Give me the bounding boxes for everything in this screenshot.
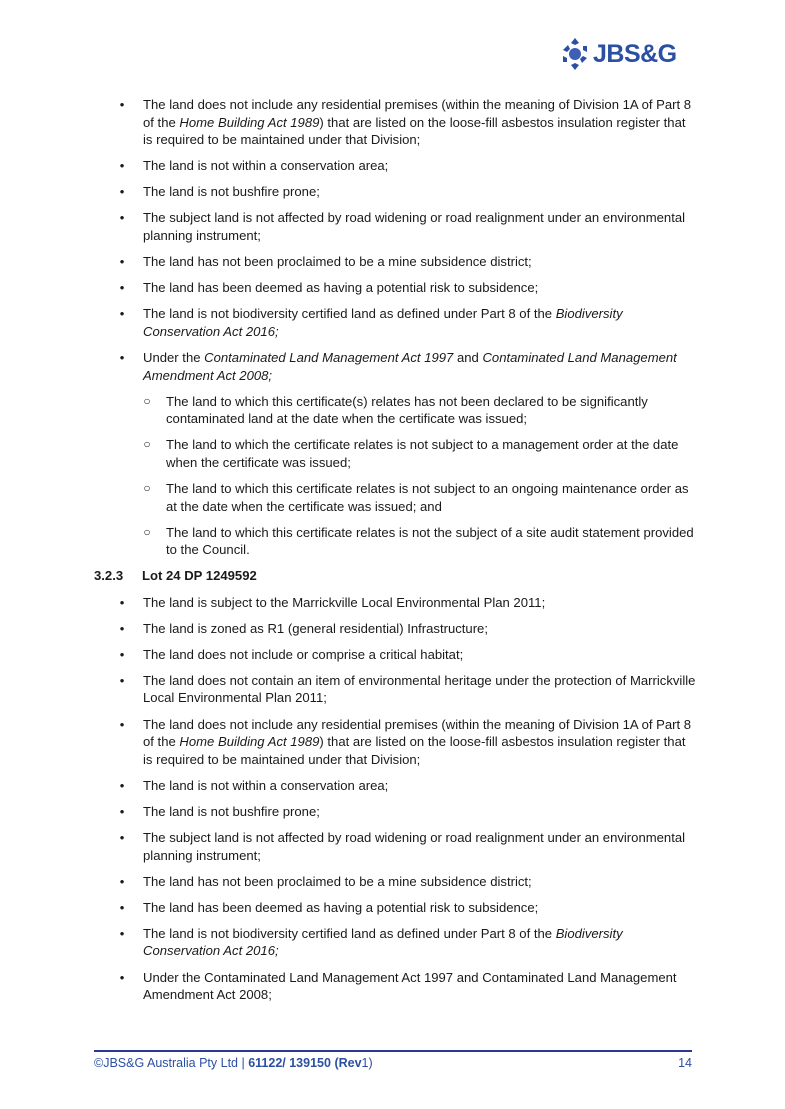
bullet-item: • The land is not biodiversity certified land as defined under Part 8 of the Biodiversity Conservation Act 2016; <box>143 925 698 960</box>
bullet-icon: • <box>119 803 125 819</box>
bullet-item: • The land has been deemed as having a potential risk to subsidence; <box>143 899 698 917</box>
bullet-icon: • <box>119 672 125 688</box>
logo-text: JBS&G <box>593 39 677 68</box>
bullet-icon: • <box>119 210 125 226</box>
section-heading <box>94 567 785 585</box>
circle-bullet-icon: ○ <box>143 524 151 539</box>
bullet-item: • The land is not biodiversity certified land as defined under Part 8 of the Biodiversity Conservation Act 2016; <box>143 305 698 340</box>
bullet-icon: • <box>119 830 125 845</box>
bullet-icon: • <box>119 97 125 112</box>
bullet-icon: • <box>119 969 125 985</box>
footer-left <box>94 1056 373 1070</box>
bullet-icon: • <box>119 925 125 941</box>
bullet-icon: • <box>119 873 125 889</box>
bullet-item: • The land is zoned as R1 (general residential) Infrastructure; <box>143 620 698 638</box>
footer-rev-num: 1) <box>361 1056 373 1070</box>
bullet-icon: • <box>119 280 125 296</box>
bullet-item: • Under the Contaminated Land Management Act 1997 and Contaminated Land Management Amendment Act 2008; <box>143 349 698 384</box>
bullet-icon: • <box>119 777 125 793</box>
header-logo <box>560 36 677 72</box>
sub-bullet-item: ○ The land to which this certificate relates is not subject to an ongoing maintenance order as at the date when the certificate was issued; and <box>166 480 698 515</box>
bullet-icon: • <box>119 716 125 732</box>
bullet-item: • The land is not bushfire prone; <box>143 803 698 821</box>
bullet-item: • Under the Contaminated Land Management Act 1997 and Contaminated Land Management Amendment Act 2008; <box>143 969 698 1004</box>
footer-ref: 61122/ 139150 <box>248 1056 331 1070</box>
bullet-item: • The land does not include or comprise a critical habitat; <box>143 646 698 664</box>
circle-bullet-icon: ○ <box>143 393 151 408</box>
footer-rev-label: (Rev <box>334 1056 362 1070</box>
bullet-icon: • <box>119 184 125 200</box>
bullet-item: • The land is not bushfire prone; <box>143 183 698 201</box>
footer-divider <box>94 1050 692 1052</box>
circle-bullet-icon: ○ <box>143 481 151 496</box>
bullet-icon: • <box>119 306 125 322</box>
footer-separator: | <box>241 1056 245 1070</box>
bullet-item: • The land has not been proclaimed to be a mine subsidence district; <box>143 873 698 891</box>
sub-bullet-item: ○ The land to which this certificate(s) relates has not been declared to be significantly contaminated land at the date when the certificate was issued; <box>166 393 698 428</box>
page-footer <box>94 1056 692 1070</box>
circle-bullet-icon: ○ <box>143 437 151 452</box>
footer-copyright: ©JBS&G Australia Pty Ltd <box>94 1056 238 1070</box>
bullet-icon: • <box>119 899 125 915</box>
bullet-item: • The subject land is not affected by road widening or road realignment under an environmental planning instrument; <box>143 829 698 864</box>
bullet-icon: • <box>119 350 125 366</box>
document-body <box>0 96 785 1012</box>
section-title: Lot 24 DP 1249592 <box>142 568 257 584</box>
bullet-item: • The land has been deemed as having a potential risk to subsidence; <box>143 279 698 297</box>
bullet-item: • The land does not include any residential premises (within the meaning of Division 1A of Part 8 of the Home Building Act 1989) that are listed on the loose-fill asbestos insulation register that is required to be maintained under that Division; <box>143 716 698 769</box>
jbsg-logo-icon <box>560 37 590 71</box>
bullet-icon: • <box>119 594 125 610</box>
bullet-item: • The subject land is not affected by road widening or road realignment under an environmental planning instrument; <box>143 209 698 244</box>
bullet-item: • The land is subject to the Marrickville Local Environmental Plan 2011; <box>143 594 698 612</box>
section-number: 3.2.3 <box>94 568 124 584</box>
sub-bullet-item: ○ The land to which this certificate relates is not the subject of a site audit statement provided to the Council. <box>166 524 698 559</box>
bullet-icon: • <box>119 254 125 270</box>
bullet-item: • The land has not been proclaimed to be a mine subsidence district; <box>143 253 698 271</box>
bullet-icon: • <box>119 646 125 662</box>
bullet-item: • The land is not within a conservation area; <box>143 157 698 175</box>
bullet-item: • The land does not contain an item of environmental heritage under the protection of Marrickville Local Environmental Plan 2011; <box>143 672 698 707</box>
page-number: 14 <box>678 1056 692 1070</box>
sub-bullet-item: ○ The land to which the certificate relates is not subject to a management order at the date when the certificate was issued; <box>166 436 698 471</box>
bullet-item: • The land is not within a conservation area; <box>143 777 698 795</box>
bullet-icon: • <box>119 158 125 174</box>
bullet-item: • The land does not include any residential premises (within the meaning of Division 1A of Part 8 of the Home Building Act 1989) that are listed on the loose-fill asbestos insulation register that is required to be maintained under that Division; <box>143 96 698 149</box>
bullet-icon: • <box>119 620 125 636</box>
